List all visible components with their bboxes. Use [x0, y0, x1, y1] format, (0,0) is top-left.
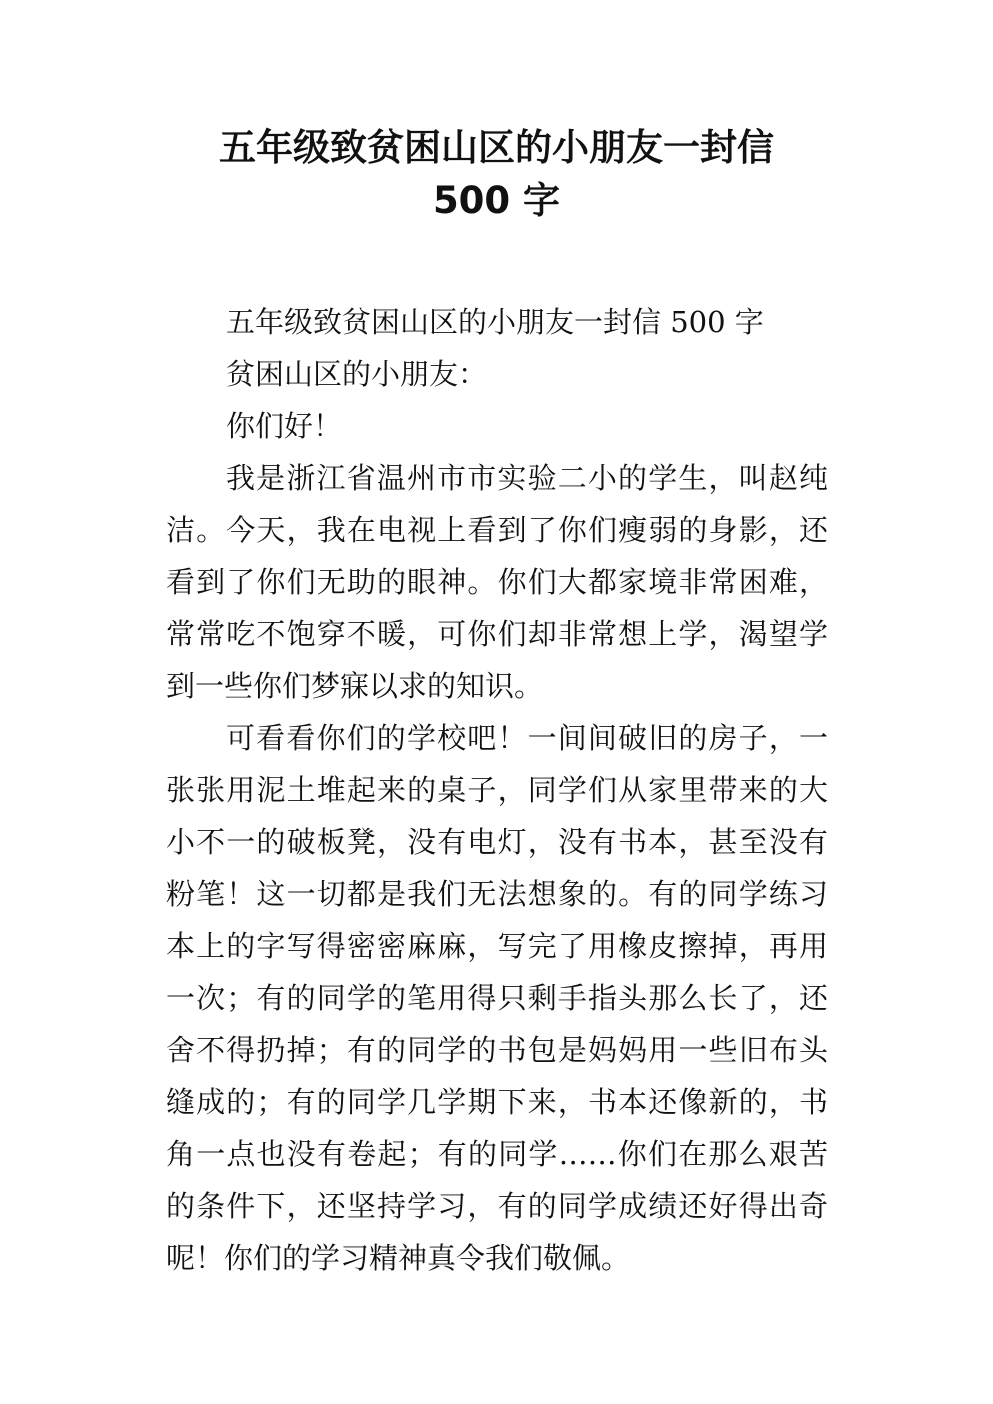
document-title: 五年级致贫困山区的小朋友一封信	[219, 126, 774, 169]
document-body	[166, 296, 828, 1284]
paragraph-heading: 五年级致贫困山区的小朋友一封信 500 字	[226, 305, 764, 339]
paragraph-salutation: 贫困山区的小朋友：	[226, 357, 488, 391]
paragraph-school-description: 可看看你们的学校吧！一间间破旧的房子，一张张用泥土堆起来的桌子，同学们从家里带来的大小不一的破板凳，没有电灯，没有书本，甚至没有粉笔！这一切都是我们无法想象的。有的同学练习本上的字写得密密麻麻，写完了用橡皮擦掉，再用一次；有的同学的笔用得只剩手指头那么长了，还舍不得扔掉；有的同学的书包是妈妈用一些旧布头缝成的；有的同学几学期下来，书本还像新的，书角一点也没有卷起；有的同学……你们在那么艰苦的条件下，还坚持学习，有的同学成绩还好得出奇呢！你们的学习精神真令我们敬佩。	[166, 721, 828, 1275]
paragraph-introduction: 我是浙江省温州市市实验二小的学生，叫赵纯洁。今天，我在电视上看到了你们瘦弱的身影，还看到了你们无助的眼神。你们大都家境非常困难，常常吃不饱穿不暖，可你们却非常想上学，渴望学到一些你们梦寐以求的知识。	[166, 461, 828, 703]
paragraph-greeting: 你们好！	[226, 409, 343, 443]
document-title-subline: 500 字	[432, 179, 561, 222]
